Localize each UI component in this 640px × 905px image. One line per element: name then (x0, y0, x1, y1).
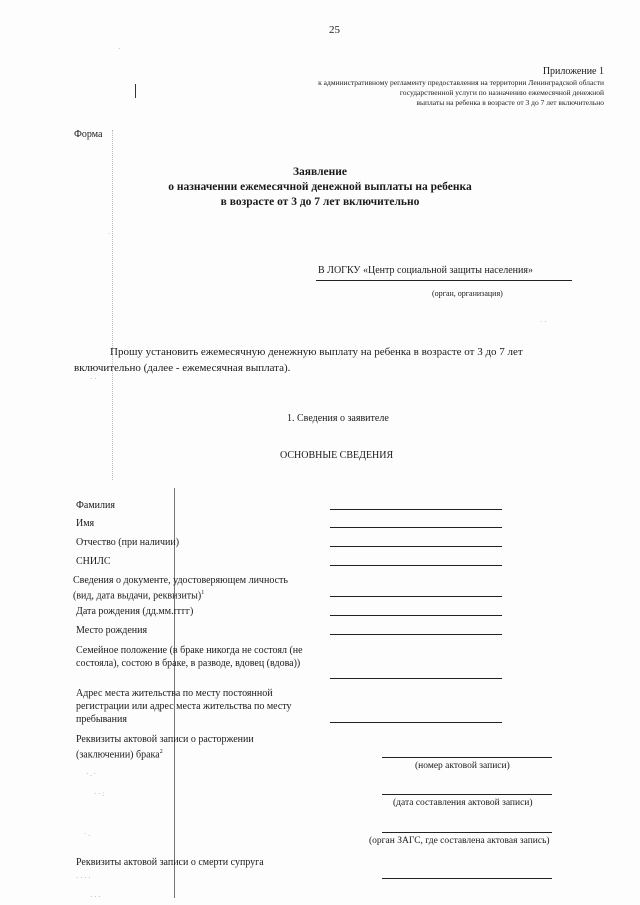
addressee-text: В ЛОГКУ «Центр социальной защиты населения» (318, 265, 533, 276)
scan-noise: · . · (86, 770, 96, 778)
field-line-patronymic[interactable] (330, 546, 502, 547)
footnote-2: 2 (159, 749, 163, 755)
caption-act-date: (дата составления актовой записи) (393, 798, 533, 808)
field-label-marital-status (76, 644, 303, 670)
scan-noise: · (108, 230, 111, 238)
field-label-address-line-2: регистрации или адрес места жительства по месту (76, 701, 292, 712)
scan-artifact-line (135, 84, 136, 98)
field-label-surname: Фамилия (76, 500, 115, 511)
appendix-line-1: к административному регламенту предоставления на территории Ленинградской области (318, 78, 604, 87)
field-line-death-record[interactable] (382, 878, 552, 879)
addressee-caption: (орган, организация) (432, 289, 503, 298)
field-label-address-line-1: Адрес места жительства по месту постоянной (76, 688, 273, 699)
field-line-snils[interactable] (330, 565, 502, 566)
field-label-name: Имя (76, 518, 95, 529)
scan-noise: · (118, 45, 121, 53)
field-label-id-document-line-1: Сведения о документе, удостоверяющем личность (73, 575, 288, 586)
caption-act-office: (орган ЗАГС, где составлена актовая запись) (369, 836, 550, 846)
scan-noise: · · · · (76, 874, 91, 882)
section-1-title: 1. Сведения о заявителе (287, 413, 389, 424)
field-line-id-document[interactable] (330, 596, 502, 597)
appendix-line-3: выплаты на ребенка в возрасте от 3 до 7 лет включительно (416, 98, 604, 107)
subsection-title: ОСНОВНЫЕ СВЕДЕНИЯ (280, 450, 394, 461)
scan-noise: · · (540, 318, 547, 326)
field-line-marital-status[interactable] (330, 678, 502, 679)
scan-noise: · · : (94, 790, 105, 798)
heading-line-1: Заявление (292, 166, 347, 178)
field-label-address (76, 687, 292, 726)
field-label-divorce-text: (заключении) брака (76, 749, 160, 761)
addressee-underline (316, 280, 572, 281)
field-line-name[interactable] (330, 527, 502, 528)
field-label-divorce-line-2 (76, 746, 254, 761)
heading-line-3: в возрасте от 3 до 7 лет включительно (220, 196, 420, 208)
request-line-1: Прошу установить ежемесячную денежную выплату на ребенка в возрасте от 3 до 7 лет (110, 346, 523, 358)
appendix-line-2: государственной услуги по назначению ежемесячной денежной (399, 88, 604, 97)
field-label-id-document-text: (вид, дата выдачи, реквизиты) (73, 590, 202, 602)
field-line-birth-place[interactable] (330, 634, 502, 635)
field-label-id-document-line-2 (73, 587, 288, 602)
field-label-address-line-3: пребывания (76, 714, 127, 725)
caption-act-number: (номер актовой записи) (415, 761, 510, 771)
footnote-1: 1 (201, 590, 205, 596)
field-line-birth-date[interactable] (330, 615, 502, 616)
scan-noise: · · · (90, 893, 101, 901)
field-label-id-document (73, 574, 288, 602)
field-line-act-office[interactable] (382, 832, 552, 833)
request-line-2: включительно (далее - ежемесячная выплата). (74, 362, 291, 374)
appendix-block (318, 66, 604, 108)
field-label-death-record: Реквизиты актовой записи о смерти супруга (76, 857, 264, 868)
form-label: Форма (74, 129, 103, 140)
field-line-address[interactable] (330, 722, 502, 723)
field-label-marital-line-1: Семейное положение (в браке никогда не состоял (не (76, 645, 303, 656)
scan-noise: · . (84, 830, 90, 838)
scan-noise: · · (90, 375, 97, 383)
field-line-act-number[interactable] (382, 757, 552, 758)
heading-line-2: о назначении ежемесячной денежной выплаты на ребенка (168, 181, 472, 193)
field-label-patronymic: Отчество (при наличии) (76, 537, 180, 548)
field-line-act-date[interactable] (382, 794, 552, 795)
document-heading (0, 165, 640, 210)
field-label-snils: СНИЛС (76, 556, 111, 567)
field-line-surname[interactable] (330, 509, 502, 510)
field-label-marital-line-2: состояла), состою в браке, в разводе, вдовец (вдова)) (76, 658, 301, 669)
field-label-birth-place: Место рождения (76, 625, 148, 636)
appendix-title: Приложение 1 (542, 66, 604, 77)
field-label-divorce-line-1: Реквизиты актовой записи о расторжении (76, 734, 254, 745)
page-number: 25 (329, 24, 340, 36)
field-label-birth-date: Дата рождения (дд.мм.гггг) (76, 606, 194, 617)
field-label-divorce-record (76, 733, 254, 761)
